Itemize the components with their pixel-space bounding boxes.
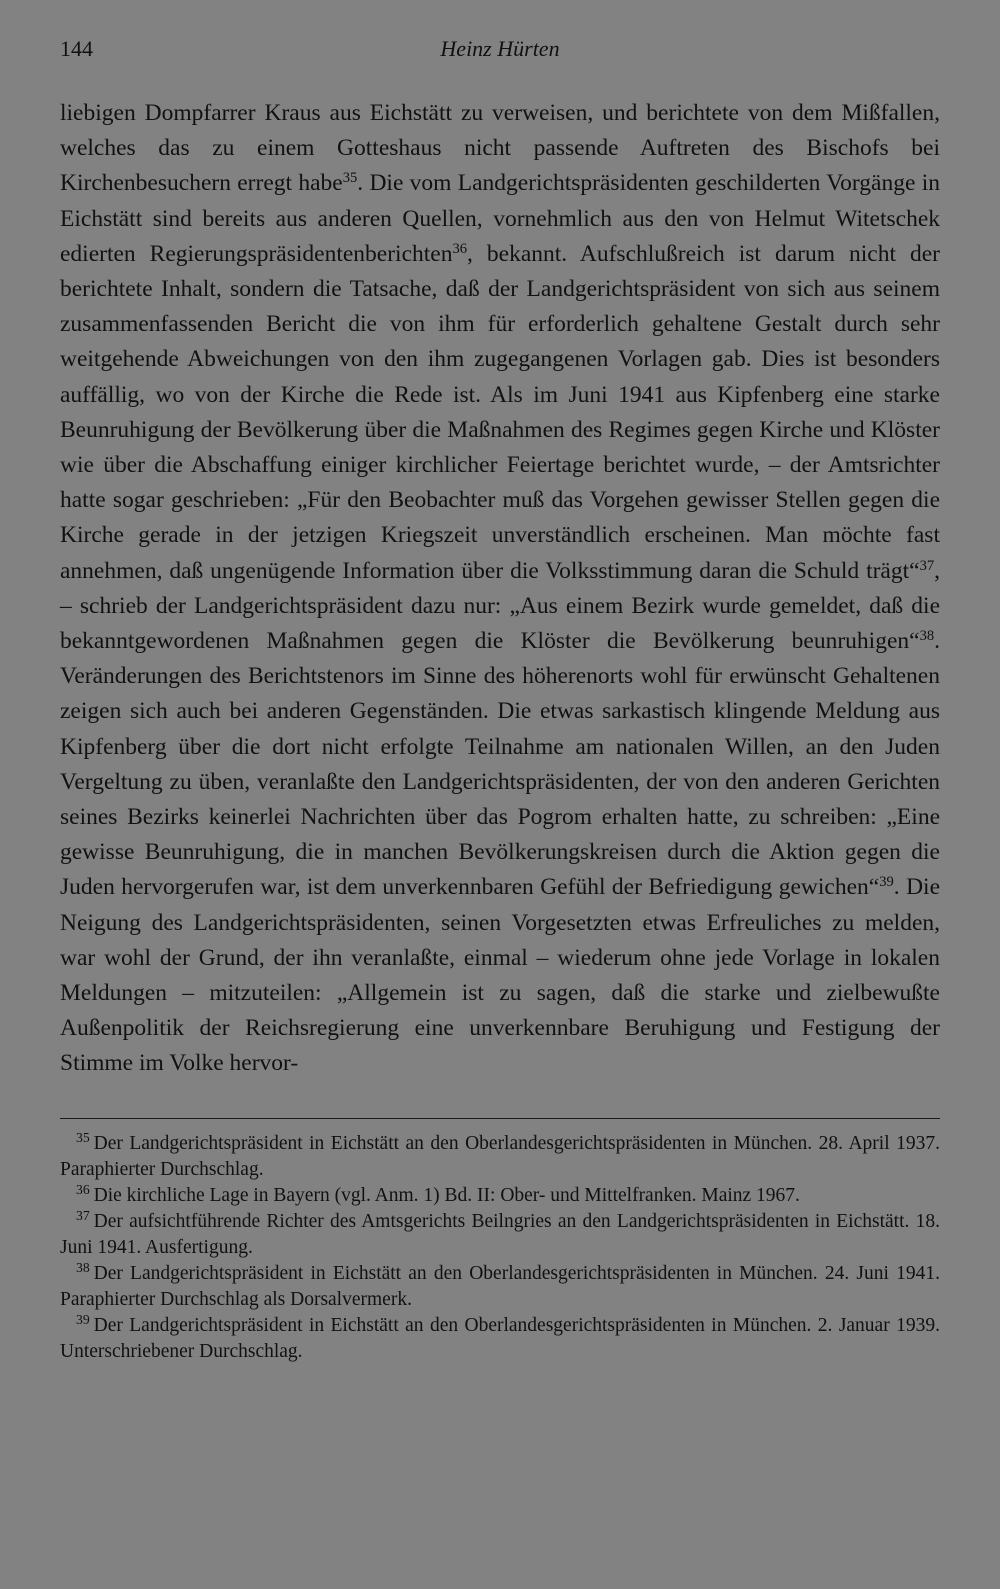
body-segment: . Die vom Landgerichtspräsidenten geschilderten Vorgänge in Eichstätt sind bereits aus anderen Quellen, vornehmlich aus den von Helmut Witetschek edierten Regierungspräsidentenberichten <box>60 170 940 267</box>
body-segment: . Die Neigung des Landgerichtspräsidenten, seinen Vorgesetzten etwas Erfreuliches zu melden, war wohl der Grund, der ihn veranlaßte, einmal – wiederum ohne jede Vorlage in lokalen Meldungen – mitzuteilen: „Allgemein ist zu sagen, daß die starke und zielbewußte Außenpolitik der Reichsregierung eine unverkennbare Beruhigung und Festigung der Stimme im Volke hervor- <box>60 874 941 1077</box>
footnotes <box>60 1131 940 1365</box>
footnote-reference: 39 <box>879 874 894 891</box>
footnote-reference: 35 <box>342 170 358 187</box>
body-segment: liebigen Dompfarrer Kraus aus Eichstätt zu verweisen, und berichtete von dem Mißfallen, welches das zu einem Gotteshaus nicht passende Auftreten des Bischofs bei Kirchenbesuchern erregt habe <box>60 100 940 197</box>
footnote-reference: 38 <box>919 628 935 645</box>
footnote <box>60 1183 940 1209</box>
footnote-number: 37 <box>76 1207 90 1223</box>
footnote-text: Der Landgerichtspräsident in Eichstätt an den Oberlandesgerichtspräsidenten in München. 2. Januar 1939. Unterschriebener Durchschlag. <box>60 1314 940 1362</box>
footnote-number: 39 <box>76 1311 90 1327</box>
book-page <box>60 30 940 1570</box>
running-head <box>60 30 940 68</box>
footnote-divider <box>60 1118 940 1119</box>
footnote-reference: 36 <box>452 240 468 257</box>
body-segment: , – schrieb der Landgerichtspräsident dazu nur: „Aus einem Bezirk wurde gemeldet, daß die bekanntgewordenen Maßnahmen gegen die Klöster die Bevölkerung beunruhigen“ <box>60 557 940 655</box>
footnote <box>60 1131 940 1183</box>
page-number: 144 <box>60 36 93 61</box>
footnote-text: Die kirchliche Lage in Bayern (vgl. Anm. 1) Bd. II: Ober- und Mittelfranken. Mainz 1967. <box>93 1184 800 1206</box>
footnote-text: Der aufsichtführende Richter des Amtsgerichts Beilngries an den Landgerichtspräsidenten in Eichstätt. 18. Juni 1941. Ausfertigung. <box>60 1210 940 1258</box>
footnote <box>60 1209 940 1261</box>
footnote-number: 35 <box>76 1129 90 1145</box>
footnote-number: 36 <box>76 1181 90 1197</box>
footnote-reference: 37 <box>919 557 935 574</box>
footnote <box>60 1261 940 1313</box>
body-paragraph <box>60 96 940 1082</box>
footnote <box>60 1313 940 1365</box>
body-text <box>60 96 940 1082</box>
footnote-text: Der Landgerichtspräsident in Eichstätt an den Oberlandesgerichtspräsidenten in München. 24. Juni 1941. Paraphierter Durchschlag als Dorsalvermerk. <box>60 1262 940 1310</box>
running-title: Heinz Hürten <box>440 36 560 61</box>
body-segment: . Veränderungen des Berichtstenors im Sinne des höherenorts wohl für erwünscht Gehaltenen zeigen sich auch bei anderen Gegenständen. Die etwas sarkastisch klingende Meldung aus Kipfenberg über die dort nicht erfolgte Teilnahme am nationalen Willen, an den Juden Vergeltung zu üben, veranlaßte den Landgerichtspräsidenten, der von den anderen Gerichten seines Bezirks keinerlei Nachrichten über das Pogrom erhalten hatte, zu schreiben: „Eine gewisse Beunruhigung, die in manchen Bevölkerungskreisen durch die Aktion gegen die Juden hervorgerufen war, ist dem unverkennbaren Gefühl der Befriedigung gewichen“ <box>60 628 940 901</box>
body-segment: , bekannt. Aufschlußreich ist darum nicht der berichtete Inhalt, sondern die Tatsache, daß der Landgerichtspräsident von sich aus seinem zusammenfassenden Bericht die von ihm für erforderlich gehaltene Gestalt durch sehr weitgehende Abweichungen von den ihm zugegangenen Vorlagen gab. Dies ist besonders auffällig, wo von der Kirche die Rede ist. Als im Juni 1941 aus Kipfenberg eine starke Beunruhigung der Bevölkerung über die Maßnahmen des Regimes gegen Kirche und Klöster wie über die Abschaffung einiger kirchlicher Feiertage berichtet wurde, – der Amtsrichter hatte sogar geschrieben: „Für den Beobachter muß das Vorgehen gewisser Stellen gegen die Kirche gerade in der jetzigen Kriegszeit unverständlich erscheinen. Man möchte fast annehmen, daß ungenügende Information über die Volksstimmung daran die Schuld trägt“ <box>60 240 940 584</box>
footnote-text: Der Landgerichtspräsident in Eichstätt an den Oberlandesgerichtspräsidenten in München. 28. April 1937. Paraphierter Durchschlag. <box>60 1132 940 1180</box>
footnote-number: 38 <box>76 1259 90 1275</box>
